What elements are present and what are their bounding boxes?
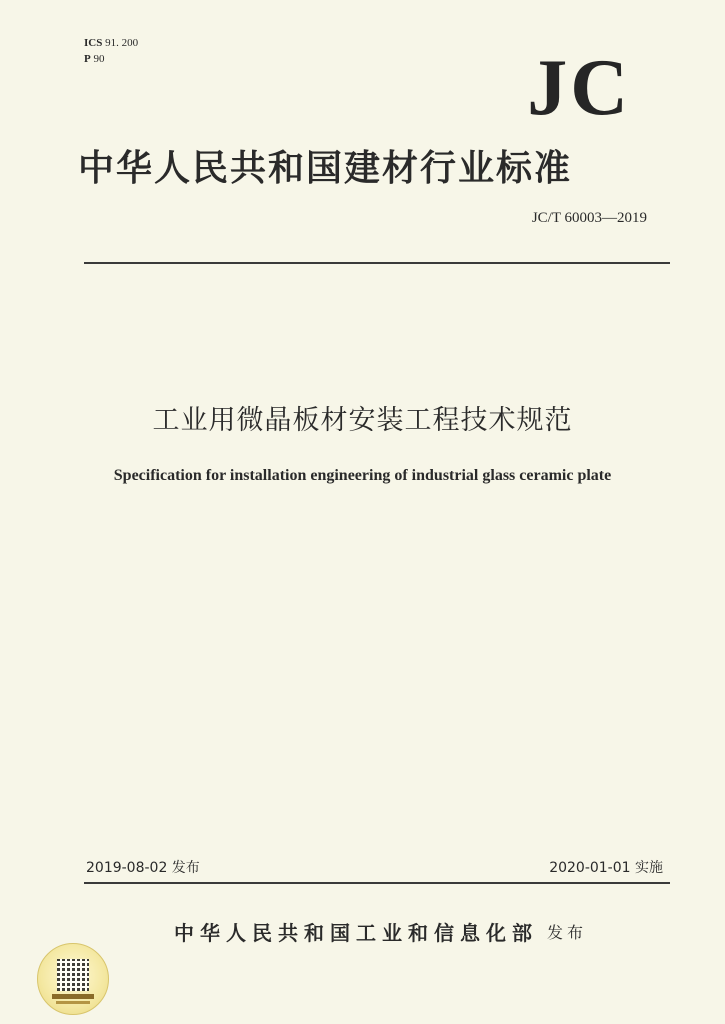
issuing-ministry: 中华人民共和国工业和信息化部 — [174, 921, 538, 945]
ccs-code — [84, 51, 138, 67]
chinese-title: 工业用微晶板材安装工程技术规范 — [152, 405, 573, 436]
ccs-label: P — [84, 53, 91, 65]
ics-label: ICS — [84, 37, 103, 49]
jc-logo: JC — [527, 44, 631, 132]
sticker-band — [52, 994, 94, 999]
publish-label: 发布 — [547, 923, 588, 942]
sticker-band-secondary — [56, 1001, 90, 1004]
bottom-divider — [84, 882, 670, 884]
issue-date: 2019-08-02 发布 — [86, 860, 200, 876]
ccs-value: 90 — [93, 53, 105, 65]
standard-number: JC/T 60003—2019 — [531, 210, 647, 226]
effective-date: 2020-01-01 实施 — [549, 860, 663, 876]
qr-code-icon — [57, 959, 89, 991]
anti-counterfeit-sticker — [37, 943, 109, 1015]
classification-codes — [84, 35, 138, 67]
ics-value: 91. 200 — [105, 37, 139, 49]
english-title: Specification for installation engineering of industrial glass ceramic plate — [113, 467, 612, 484]
ics-code — [84, 35, 138, 51]
issuer-title: 中华人民共和国建材行业标准 — [78, 147, 573, 189]
top-divider — [84, 262, 670, 264]
